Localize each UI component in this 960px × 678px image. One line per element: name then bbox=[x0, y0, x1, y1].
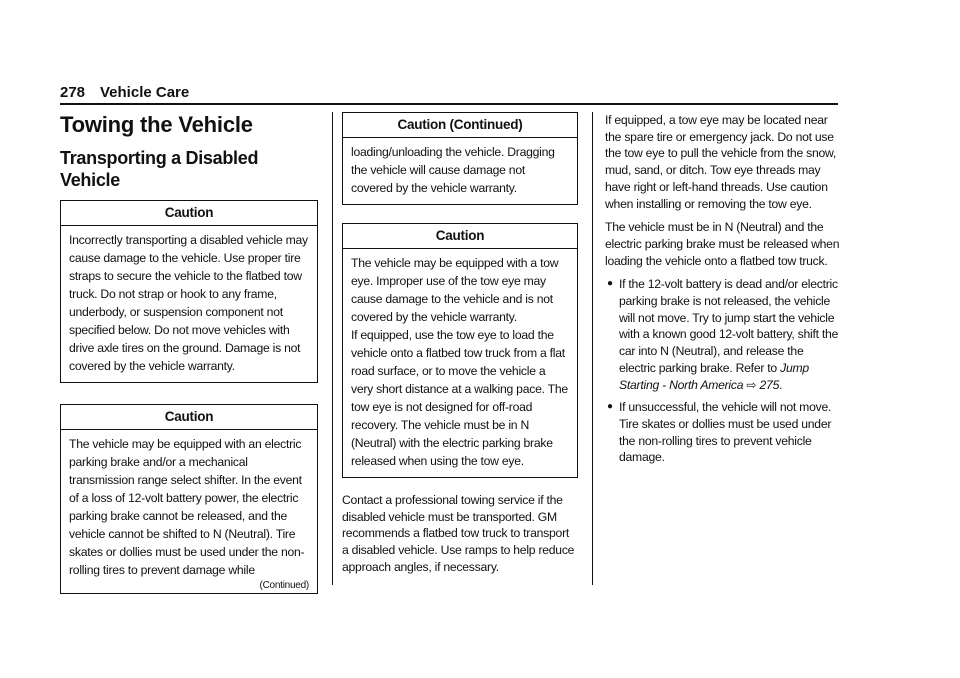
bullet-icon: ● bbox=[607, 278, 613, 290]
column-1 bbox=[60, 112, 318, 594]
sentence-end: . bbox=[779, 377, 783, 392]
column-divider bbox=[332, 112, 333, 585]
list-item bbox=[605, 276, 840, 393]
caution-box bbox=[60, 404, 318, 594]
bullet-list bbox=[605, 276, 840, 466]
caution-text: If equipped, use the tow eye to load the vehicle onto a flatbed tow truck from a flat road surface, or to move the vehicle a very short distance at a walking pace. The tow eye is not designed for off-road recovery. The vehicle must be in N (Neutral) with the electric parking brake released when using the tow eye. bbox=[351, 328, 568, 468]
list-item bbox=[605, 399, 840, 466]
page-number: 278 bbox=[60, 84, 86, 101]
caution-box bbox=[342, 223, 578, 478]
body-paragraph: Contact a professional towing service if the disabled vehicle must be transported. GM recommends a flatbed tow truck to transport a disabled vehicle. Use ramps to help reduce approach angles, if necessary. bbox=[342, 493, 575, 574]
caution-text: The vehicle may be equipped with a tow eye. Improper use of the tow eye may cause damage to the vehicle and is not covered by the vehicle warranty. bbox=[351, 256, 559, 324]
caution-box-continued bbox=[342, 112, 578, 205]
continued-label: (Continued) bbox=[259, 580, 309, 591]
list-item-text: If the 12-volt battery is dead and/or electric parking brake is not released, the vehicle will not move. Try to jump start the vehicle with a known good 12-volt battery, shift the car into N (Neutral), and release the electric parking brake. Refer to bbox=[619, 277, 839, 375]
cross-reference-link[interactable]: Jump Starting - North America bbox=[619, 360, 809, 392]
header-rule bbox=[60, 103, 838, 105]
body-paragraph: If equipped, a tow eye may be located near the spare tire or emergency jack. Do not use the tow eye to pull the vehicle from the snow, mud, sand, or ditch. Tow eye threads may have right or left-hand threads. Use caution when installing or removing the tow eye. bbox=[605, 113, 837, 211]
column-2 bbox=[342, 112, 578, 576]
page-title: Towing the Vehicle bbox=[60, 112, 253, 137]
caution-box bbox=[60, 200, 318, 383]
caution-text: Incorrectly transporting a disabled vehicle may cause damage to the vehicle. Use proper tire straps to secure the vehicle to the flatbed tow truck. Do not strap or hook to any frame, underbody, or suspension component not specified below. Do not move vehicles with drive axle tires on the ground. Damage is not covered by the vehicle warranty. bbox=[69, 233, 308, 373]
column-divider bbox=[592, 112, 593, 585]
column-3 bbox=[605, 112, 840, 472]
section-subtitle: Transporting a Disabled Vehicle bbox=[60, 148, 259, 190]
caution-title: Caution (Continued) bbox=[343, 113, 577, 138]
bullet-icon: ● bbox=[607, 401, 613, 413]
page-arrow-icon: ⇨ bbox=[746, 377, 757, 392]
caution-title: Caution bbox=[61, 201, 317, 226]
page-reference[interactable]: 275 bbox=[759, 377, 780, 392]
caution-text: loading/unloading the vehicle. Dragging the vehicle will cause damage not covered by the vehicle warranty. bbox=[351, 145, 555, 195]
list-item-text: If unsuccessful, the vehicle will not move. Tire skates or dollies must be used under the non-rolling tires to prevent vehicle damage. bbox=[619, 400, 832, 465]
section-title: Vehicle Care bbox=[100, 84, 190, 101]
caution-text: The vehicle may be equipped with an electric parking brake and/or a mechanical transmission range select shifter. In the event of a loss of 12-volt battery power, the electric parking brake cannot be released, and the vehicle cannot be shifted to N (Neutral). Tire skates or dollies must be used under the non-rolling tires to prevent damage while bbox=[69, 437, 305, 577]
caution-title: Caution bbox=[343, 224, 577, 249]
body-paragraph: The vehicle must be in N (Neutral) and the electric parking brake must be released when loading the vehicle onto a flatbed tow truck. bbox=[605, 220, 840, 268]
caution-title: Caution bbox=[61, 405, 317, 430]
